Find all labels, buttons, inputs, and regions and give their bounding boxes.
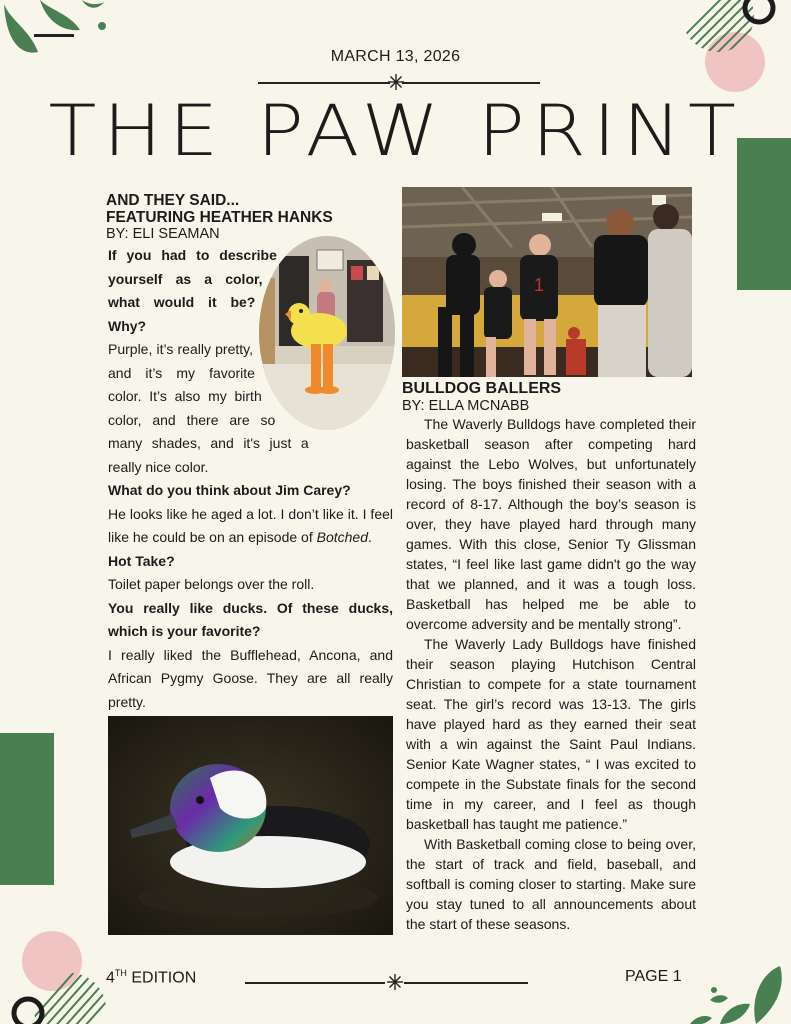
question-ducks: You really like ducks. Of these ducks, which is your favorite? [108,599,393,639]
answer-jim-carey-text: He looks like he aged a lot. I don’t like it. I feel like he could be on an episode of [108,505,393,545]
question-jim-carey: What do you think about Jim Carey? [108,482,351,498]
edition-number: 4 [106,969,115,987]
edition-label [106,968,196,987]
answer-jim-carey-end: . [367,529,372,545]
answer-jim-carey-show: Botched [316,529,368,545]
article-byline: BY: ELLA MCNABB [402,398,530,414]
star-ornament-footer-icon [386,973,404,991]
green-bar-left [0,733,54,885]
header-divider-left [258,82,390,84]
article-header [402,380,692,414]
question-color: If you had to describe yourself as a color, what would it be? Why? [108,247,277,334]
answer-hot-take: Toilet paper belongs over the roll. [108,576,315,592]
bufflehead-duck-photo [108,716,393,935]
svg-text:1: 1 [534,275,545,295]
interview-byline: BY: ELI SEAMAN [106,226,220,242]
article-paragraph-1: The Waverly Bulldogs have completed their basketball season after competing hard against the Lebo Wolves, but unfortunately losing. The boys finished their season with a record of 8-17. Although the boy’s season is over, they have played hard through many games. With this close, Senior Ty Glissman states, “I feel like last game didn't go the way that we planned, and it was a tough loss. Basketball has helped me be able to overcome adversity and be mentally strong”. [406,416,696,632]
leaf-decoration-bottom-right [690,960,791,1024]
interview-header [106,192,396,242]
issue-date: MARCH 13, 2026 [330,48,461,65]
basketball-team-photo [402,187,692,377]
heather-hanks-photo [259,236,395,430]
footer-divider-right [404,982,528,984]
footer-divider-left [245,982,385,984]
question-hot-take: Hot Take? [108,552,175,569]
interview-headline-line2: FEATURING HEATHER HANKS [106,209,333,226]
edition-suffix: TH [114,968,127,978]
interview-headline-line1: AND THEY SAID... [106,192,240,209]
masthead-title: THE PAW PRINT [48,90,743,172]
header-divider-right [402,82,540,84]
article-paragraph-2: The Waverly Lady Bulldogs have finished their season playing Hutchison Central Christian to compete for a state tournament seat. The girl’s record was 13-13. The girls have played hard as they earned their seat with a win against the Saint Paul Indians. Senior Kate Wagner states, “ I was excited to compete in the Substate finals for the second time in my career, and I feel as though basketball has taught me patience.” [406,636,696,832]
article-body [406,414,696,934]
edition-word: EDITION [131,969,197,987]
article-paragraph-3: With Basketball coming close to being over, the start of track and field, baseball, and softball is coming closer to starting. Make sure you stay tuned to all announcements about the start of these seasons. [406,836,696,932]
answer-color: Purple, it’s really pretty, and it’s my favorite color. It’s also my birth color, and there are so many shades, and it's just a really nice color. [108,341,309,475]
answer-ducks: I really liked the Bufflehead, Ancona, and African Pygmy Goose. They are all really pretty. [108,646,393,710]
answer-jim-carey [108,503,393,550]
article-headline: BULLDOG BALLERS [402,380,562,397]
interview-body [108,244,393,714]
page-number: PAGE 1 [625,968,682,985]
